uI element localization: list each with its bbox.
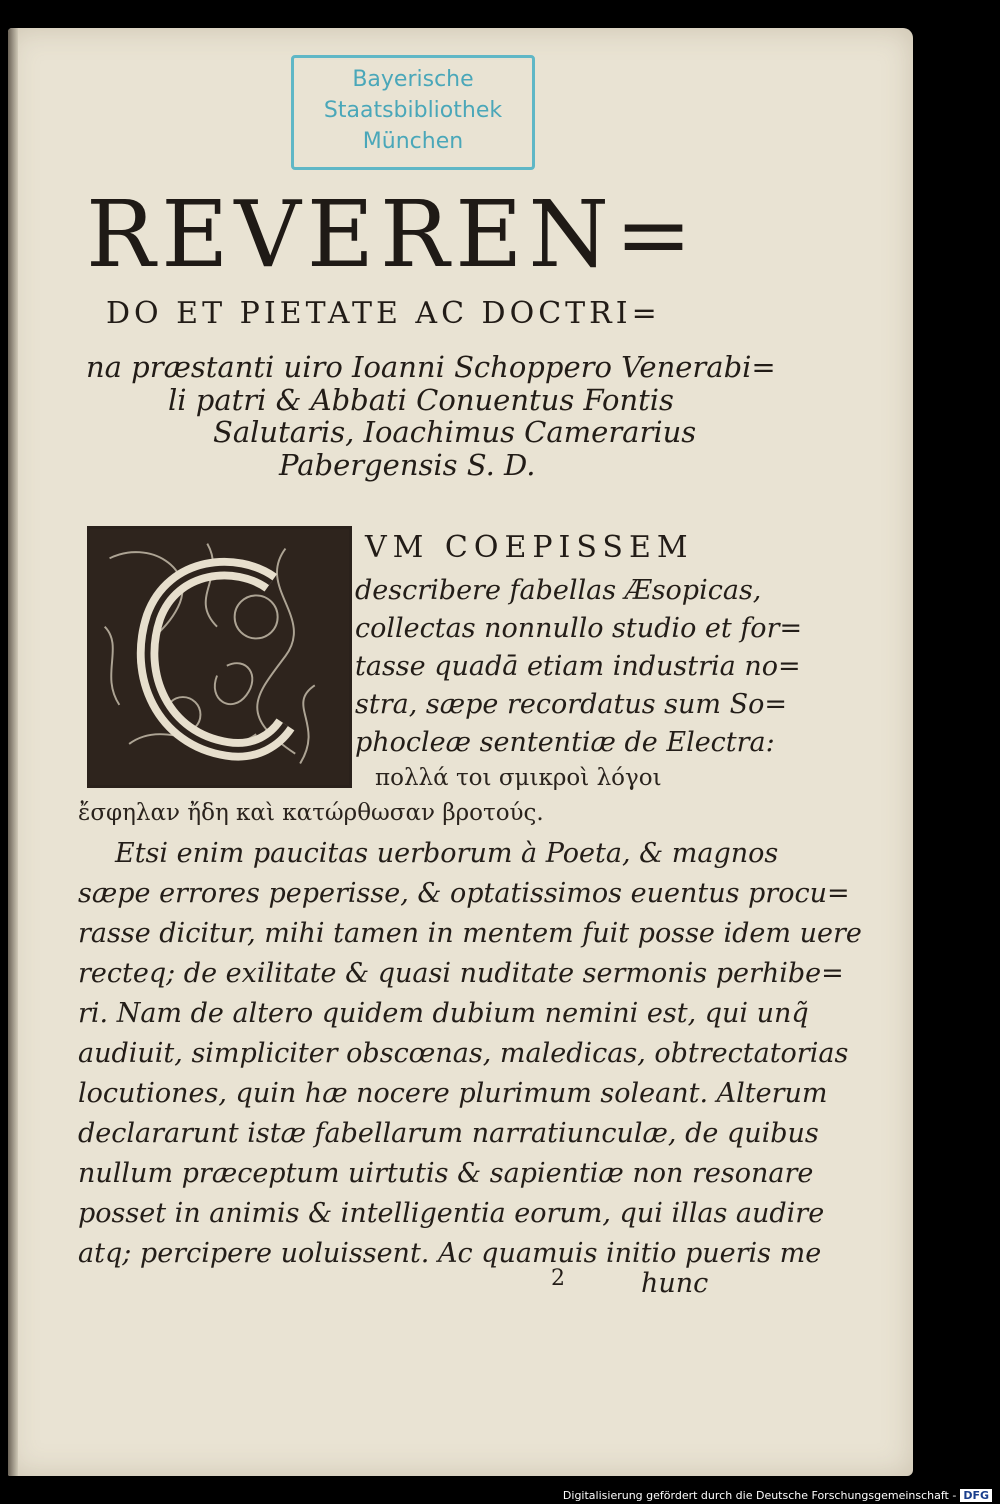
- footer-text: Digitalisierung gefördert durch die Deutsche Forschungsgemeinschaft -: [562, 1489, 957, 1502]
- text-line: stra, sæpe recordatus sum So=: [355, 689, 787, 720]
- text-line: describere fabellas Æsopicas,: [355, 575, 762, 606]
- greek-quotation-line-2: ἔσφηλαν ἤδη καὶ κατώρθωσαν βροτούς.: [78, 800, 544, 826]
- greek-quotation-line-1: πολλά τοι σμικροὶ λόγοι: [375, 765, 662, 791]
- woodcut-initial-illustration: [90, 529, 349, 785]
- paragraph-line: audiuit, simpliciter obscœnas, maledicas, obtrectatorias: [78, 1038, 849, 1069]
- text-line: phocleæ sententiæ de Electra:: [355, 727, 775, 758]
- paragraph-line: recteq; de exilitate & quasi nuditate sermonis perhibe=: [78, 958, 844, 989]
- paragraph-line: sæpe errores peperisse, & optatissimos euentus procu=: [78, 878, 850, 909]
- opening-capitals: VM COEPISSEM: [365, 530, 694, 565]
- book-page: [8, 28, 913, 1476]
- catchword: hunc: [641, 1268, 709, 1299]
- dfg-logo: DFG: [960, 1489, 992, 1502]
- signature-mark: 2: [551, 1266, 565, 1291]
- heading-line-5: Pabergensis S. D.: [279, 448, 536, 482]
- text-line: tasse quadā etiam industria no=: [355, 651, 801, 682]
- stamp-line-2: Staatsbibliothek: [323, 98, 503, 123]
- paragraph-line: declararunt istæ fabellarum narratiunculæ, de quibus: [78, 1118, 819, 1149]
- paragraph-line: rasse dicitur, mihi tamen in mentem fuit posse idem uere: [78, 918, 862, 949]
- paragraph-line: posset in animis & intelligentia eorum, qui illas audire: [78, 1198, 825, 1229]
- page-gutter: [8, 28, 18, 1476]
- heading-line-2: na præstanti uiro Ioanni Schoppero Venerabi=: [86, 350, 776, 384]
- text-line: collectas nonnullo studio et for=: [355, 613, 803, 644]
- paragraph-line: locutiones, quin hæ nocere plurimum soleant. Alterum: [78, 1078, 828, 1109]
- stamp-line-1: Bayerische: [352, 67, 474, 92]
- decorated-initial-c: [87, 526, 352, 788]
- paragraph-line: Etsi enim paucitas uerborum à Poeta, & magnos: [115, 838, 779, 869]
- library-stamp: [291, 55, 535, 170]
- heading-line-1: DO ET PIETATE AC DOCTRI=: [106, 296, 661, 331]
- paragraph-line: nullum præceptum uirtutis & sapientiæ non resonare: [78, 1158, 814, 1189]
- heading-line-3: li patri & Abbati Conuentus Fontis: [168, 383, 674, 417]
- paragraph-line: ri. Nam de altero quidem dubium nemini est, qui unq̃: [78, 998, 809, 1029]
- paragraph-line: atq; percipere uoluissent. Ac quamuis initio pueris me: [78, 1238, 822, 1269]
- heading-line-4: Salutaris, Ioachimus Camerarius: [213, 415, 697, 449]
- digitization-footer: [563, 1489, 992, 1502]
- stamp-line-3: München: [362, 129, 464, 154]
- page-title: REVEREN=: [86, 181, 699, 288]
